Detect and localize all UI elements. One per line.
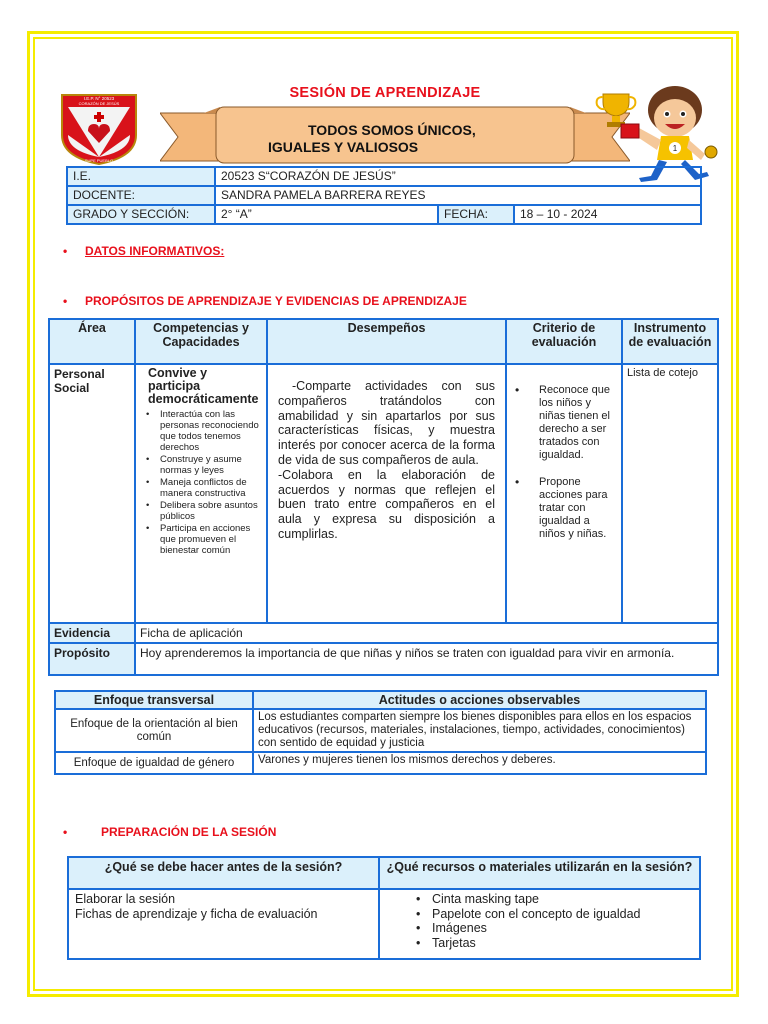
instrumento-cell [622,364,718,623]
banner-line-1: TODOS SOMOS ÚNICOS, [308,122,476,138]
recursos-cell [379,889,700,959]
enfoque-header-right: Actitudes o acciones observables [253,691,706,709]
section-datos: • DATOS INFORMATIVOS: [63,244,225,258]
info-row-grado [67,205,701,224]
competencia-title: Convive y participa democráticamente [148,366,259,406]
header-desempenos: Desempeños [267,319,506,364]
header-criterio: Criterio de evaluación [506,319,622,364]
header-competencias: Competencias y Capacidades [135,319,267,364]
enfoque-header-left: Enfoque transversal [55,691,253,709]
criterios-list [511,367,617,541]
logo-bottom-text: SUPE PUEBLO [84,158,114,163]
section-preparacion-label: PREPARACIÓN DE LA SESIÓN [101,825,277,839]
header-area: Área [49,319,135,364]
info-fecha-value: 18 – 10 - 2024 [514,205,701,224]
info-grado-value: 2° “A” [215,205,438,224]
propositos-body-row [49,364,718,623]
capacidad-item: • Interactúa con las personas reconociendo que todos tenemos derechos [140,409,262,453]
desempenos-text [272,367,501,542]
area-value: Personal Social [54,367,105,395]
info-docente-label: DOCENTE: [67,186,215,205]
info-docente-value: SANDRA PAMELA BARRERA REYES [215,186,701,205]
logo-name-text: CORAZÓN DE JESÚS [78,101,120,106]
enfoque-name: Enfoque de la orientación al bien común [55,709,253,752]
criterio-cell [506,364,622,623]
proposito-row [49,643,718,675]
propositos-header-row [49,319,718,364]
capacidades-list [140,409,262,556]
enfoque-row [55,709,706,752]
enfoque-header-row [55,691,706,709]
section-propositos-label: PROPÓSITOS DE APRENDIZAJE Y EVIDENCIAS DE APRENDIZAJE [85,294,467,308]
capacidad-item: • Delibera sobre asuntos públicos [140,500,262,522]
preparacion-header-right: ¿Qué recursos o materiales utilizarán en la sesión? [379,857,700,889]
recurso-item: • Papelote con el concepto de igualdad [386,907,693,922]
banner-line-2: IGUALES Y VALIOSOS [268,139,419,155]
enfoque-row [55,752,706,774]
preparacion-table [67,856,701,960]
banner-text [268,122,508,156]
capacidad-item: • Construye y asume normas y leyes [140,454,262,476]
svg-text:1: 1 [672,144,678,153]
antes-cell [68,889,379,959]
preparacion-header-row [68,857,700,889]
proposito-label: Propósito [49,643,135,675]
criterio-item: • Propone acciones para tratar con igualdad a niños y niñas. [511,476,617,541]
capacidad-item: • Participa en acciones que promueven el bienestar común [140,523,262,556]
info-ie-label: I.E. [67,167,215,186]
competencias-cell [135,364,267,623]
desempenos-cell [267,364,506,623]
info-table [66,166,702,225]
preparacion-body-row [68,889,700,959]
proposito-value: Hoy aprenderemos la importancia de que niñas y niños se traten con igualdad para vivir en armonía. [135,643,718,675]
recursos-list [386,892,693,950]
desempeno-2: -Colabora en la elaboración de acuerdos y normas que reflejen el buen trato entre compañeros en el aula y expresa su disposición a cumplirlas. [278,467,495,541]
desempeno-1: -Comparte actividades con sus compañeros tratándolos con amabilidad y sin apartarlos por sus características físicas, y muestra interés por conocer acerca de la forma de vida de sus compañeros de aula. [278,379,495,467]
info-row-docente [67,186,701,205]
enfoque-name: Enfoque de igualdad de género [55,752,253,774]
section-propositos: • PROPÓSITOS DE APRENDIZAJE Y EVIDENCIAS DE APRENDIZAJE [63,294,467,308]
criterio-item: • Reconoce que los niños y niñas tienen el derecho a ser tratados con igualdad. [511,384,617,462]
school-logo [60,91,138,165]
header-instrumento: Instrumento de evaluación [622,319,718,364]
antes-item: Fichas de aprendizaje y ficha de evaluación [75,906,318,921]
evidencia-label: Evidencia [49,623,135,643]
antes-item: Elaborar la sesión [75,892,176,906]
propositos-table [48,318,719,676]
instrumento-value: Lista de cotejo [627,367,698,379]
recurso-item: • Cinta masking tape [386,892,693,907]
info-grado-label: GRADO Y SECCIÓN: [67,205,215,224]
evidencia-row [49,623,718,643]
section-preparacion: • PREPARACIÓN DE LA SESIÓN [63,825,277,839]
enfoque-actitud: Varones y mujeres tienen los mismos derechos y deberes. [253,752,706,774]
enfoque-actitud: Los estudiantes comparten siempre los bienes disponibles para ellos en los espacios educativos (recursos, materiales, instalaciones, tiempo, actividades, conocimientos) con sentido de equidad y justicia [253,709,706,752]
evidencia-value: Ficha de aplicación [135,623,718,643]
info-row-ie [67,167,701,186]
enfoque-table [54,690,707,775]
recurso-item: • Tarjetas [386,936,693,951]
recurso-item: • Imágenes [386,921,693,936]
section-datos-label: DATOS INFORMATIVOS: [85,244,225,258]
info-ie-value: 20523 S“CORAZÓN DE JESÚS” [215,167,701,186]
info-fecha-label: FECHA: [438,205,514,224]
logo-top-text: I.E.P. N° 20523 [83,96,115,101]
capacidad-item: • Maneja conflictos de manera constructiva [140,477,262,499]
area-cell [49,364,135,623]
preparacion-header-left: ¿Qué se debe hacer antes de la sesión? [68,857,379,889]
page-title: SESIÓN DE APRENDIZAJE [289,85,481,101]
